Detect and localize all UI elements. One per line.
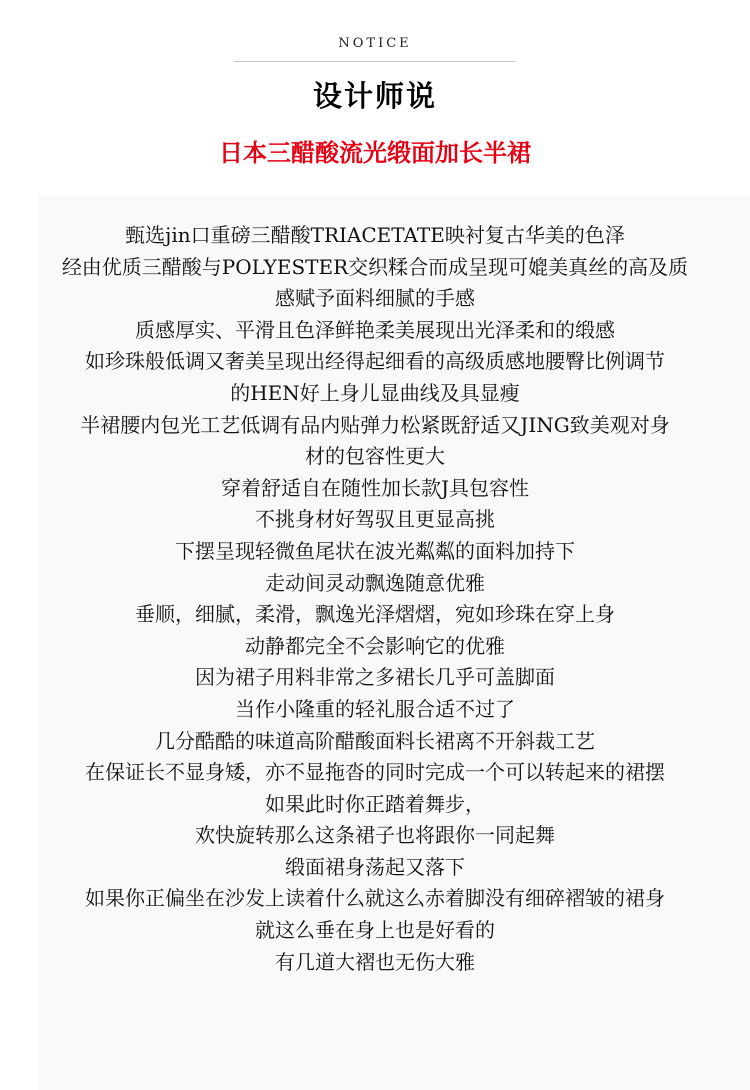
description-line: 质感厚实、平滑且色泽鲜艳柔美展现出光泽柔和的缎感 — [135, 317, 615, 342]
product-subtitle: 日本三醋酸流光缎面加长半裙 — [219, 139, 531, 167]
notice-header — [0, 0, 750, 195]
description-line: 如果此时你正踏着舞步， — [265, 791, 485, 816]
description-line: 因为裙子用料非常之多裙长几乎可盖脚面 — [195, 665, 555, 690]
description-line: 走动间灵动飘逸随意优雅 — [265, 570, 485, 595]
notice-label: NOTICE — [338, 36, 412, 51]
description-line: 几分酷酷的味道高阶醋酸面料长裙离不开斜裁工艺 — [155, 728, 595, 753]
description-line: 穿着舒适自在随性加长款J具包容性 — [220, 475, 530, 500]
header-divider — [234, 61, 516, 62]
description-line: 当作小隆重的轻礼服合适不过了 — [235, 696, 515, 721]
description-line: 缎面裙身荡起又落下 — [285, 854, 465, 879]
description-line: 有几道大褶也无伤大雅 — [275, 949, 475, 974]
description-line: 欢快旋转那么这条裙子也将跟你一同起舞 — [195, 823, 555, 848]
description-text — [0, 220, 750, 978]
description-line: 垂顺，细腻，柔滑，飘逸光泽熠熠，宛如珍珠在穿上身 — [135, 602, 615, 627]
description-line: 如珍珠般低调又奢美呈现出经得起细看的高级质感地腰臀比例调节 — [85, 349, 665, 374]
description-line: 半裙腰内包光工艺低调有品内贴弹力松紧既舒适又JING致美观对身 — [80, 412, 670, 437]
description-line: 经由优质三醋酸与POLYESTER交织糅合而成呈现可媲美真丝的高及质 — [61, 254, 689, 279]
description-line: 如果你正偏坐在沙发上读着什么就这么赤着脚没有细碎褶皱的裙身 — [85, 886, 665, 911]
description-line: 就这么垂在身上也是好看的 — [255, 918, 495, 943]
description-line: 不挑身材好驾驭且更显高挑 — [255, 507, 495, 532]
description-line: 甄选jin口重磅三醋酸TRIACETATE映衬复古华美的色泽 — [125, 223, 625, 247]
description-line: 材的包容性更大 — [305, 444, 445, 469]
page-title: 设计师说 — [312, 79, 437, 113]
description-line: 感赋予面料细腻的手感 — [275, 286, 475, 311]
description-line: 在保证长不显身矮，亦不显拖沓的同时完成一个可以转起来的裙摆 — [85, 760, 665, 785]
description-line: 下摆呈现轻微鱼尾状在波光粼粼的面料加持下 — [175, 538, 575, 563]
description-line: 动静都完全不会影响它的优雅 — [245, 633, 505, 658]
description-line: 的HEN好上身儿显曲线及具显瘦 — [230, 380, 520, 405]
